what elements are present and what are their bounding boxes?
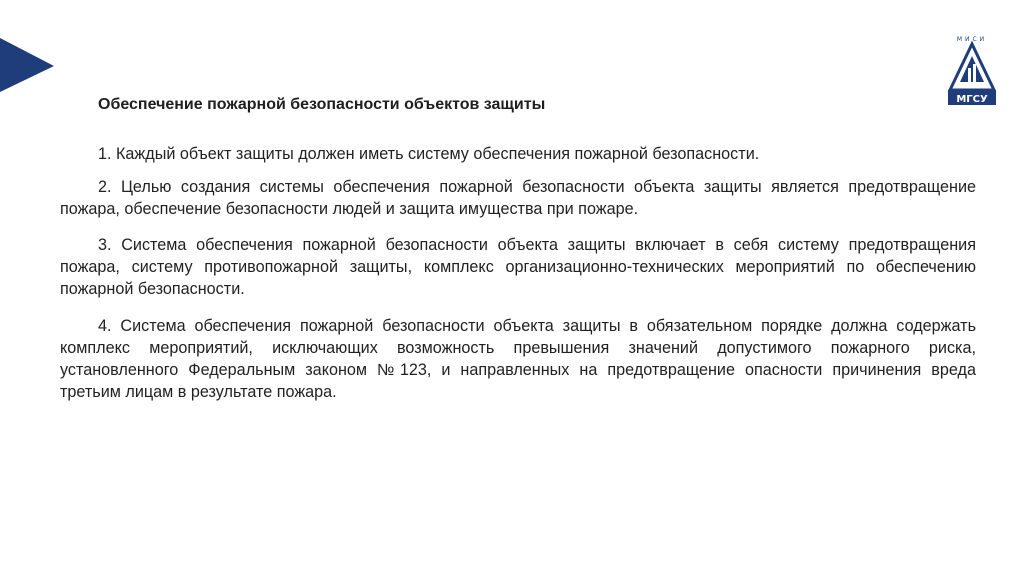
paragraph-4: 4. Система обеспечения пожарной безопасности объекта защиты в обязательном порядке должна содержать комплекс мероприятий, исключающих возможность превышения значений допустимого пожарного риска, установленного Федеральным законом №123, и направленных на предотвращение опасности причинения вреда третьим лицам в результате пожара.	[60, 317, 976, 401]
document-body	[60, 94, 976, 403]
paragraph-2: 2. Целью создания системы обеспечения пожарной безопасности объекта защиты является предотвращение пожара, обеспечение безопасности людей и защита имущества при пожаре.	[60, 178, 976, 218]
page-title: Обеспечение пожарной безопасности объектов защиты	[98, 96, 546, 113]
logo-top-text: МИСИ	[956, 36, 988, 43]
paragraph-3: 3. Система обеспечения пожарной безопасности объекта защиты включает в себя систему предотвращения пожара, систему противопожарной защиты, комплекс организационно-технических мероприятий по обеспечению пожарной безопасности.	[60, 236, 976, 298]
corner-arrow-icon	[0, 38, 56, 94]
logo-bottom-text: МГСУ	[956, 94, 988, 105]
paragraph-1: 1. Каждый объект защиты должен иметь систему обеспечения пожарной безопасности.	[98, 145, 760, 163]
